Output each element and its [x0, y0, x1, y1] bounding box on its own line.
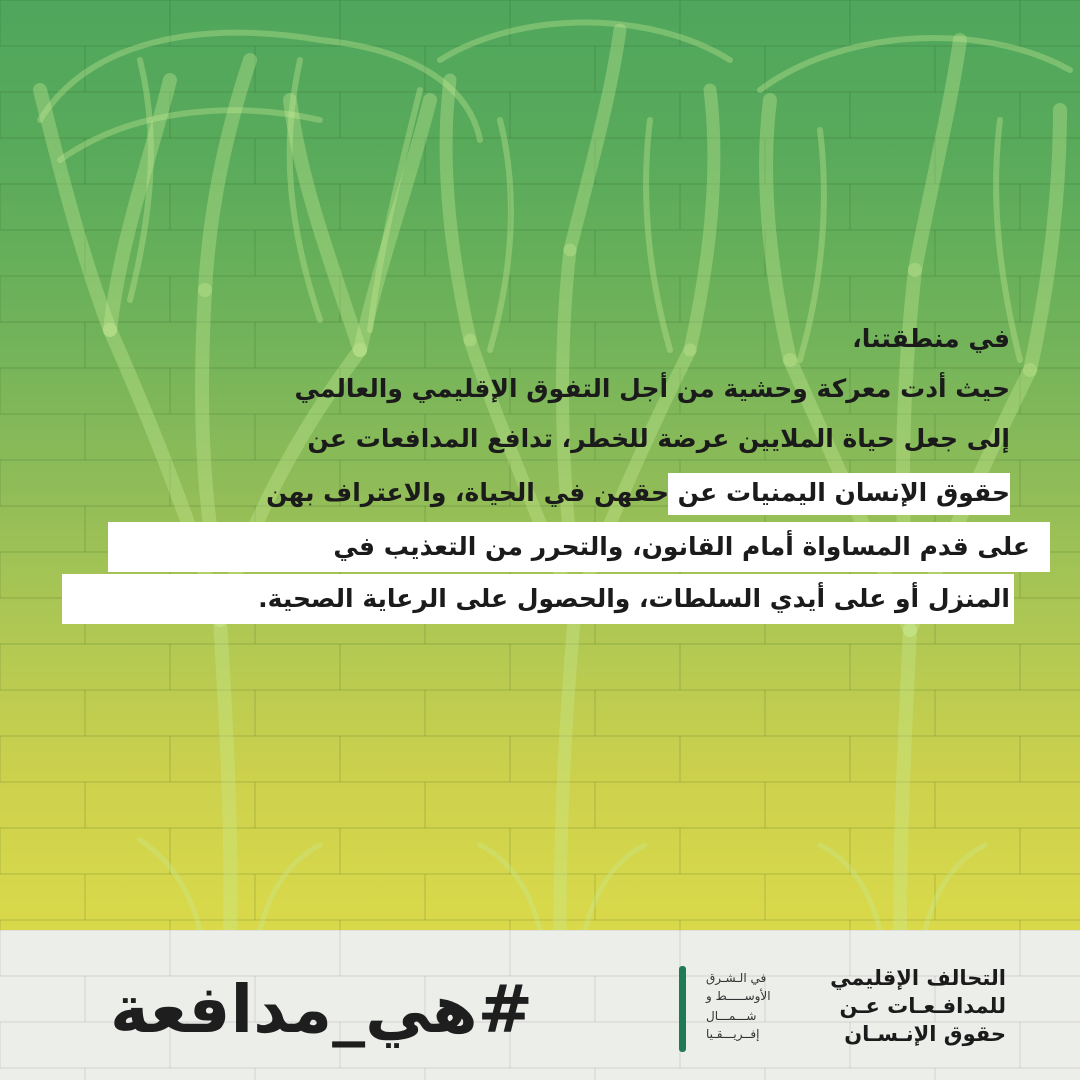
campaign-hashtag: #هي_مدافعة: [110, 971, 533, 1048]
logo-divider: [679, 966, 686, 1052]
logo-title: التحالف الإقليمي: [830, 966, 1006, 990]
footer-bar: [0, 930, 1080, 1080]
paragraph-line: إلى جعل حياة الملايين عرضة للخطر، تدافع المدافعات عن: [307, 424, 1010, 453]
logo-region-text: إفــريـــقـيا: [706, 1027, 760, 1041]
logo-region-text: الأوســـــط و: [706, 989, 771, 1003]
paragraph-line: على قدم المساواة أمام القانون، والتحرر من التعذيب في: [333, 532, 1030, 561]
logo-row: [706, 1020, 1006, 1048]
paragraph-line: [266, 470, 1010, 516]
paragraph-line: المنزل أو على أيدي السلطات، والحصول على الرعاية الصحية.: [258, 584, 1010, 613]
logo-region-text: شـــمـــال: [706, 1009, 757, 1023]
logo-title: حقوق الإنـسـان: [844, 1022, 1006, 1046]
paragraph-line-highlight: عن حقهن في الحياة، والاعتراف بهن: [266, 478, 718, 507]
logo-region-text: في الـشـرق: [706, 971, 767, 985]
coalition-logo: [706, 964, 1006, 1054]
paragraph-line: حيث أدت معركة وحشية من أجل التفوق الإقليمي والعالمي: [294, 374, 1010, 403]
paragraph-line: في منطقتنا،: [852, 324, 1010, 353]
paragraph-line-plain: حقوق الإنسان اليمنيات: [725, 478, 1010, 507]
logo-row: [706, 989, 1006, 1023]
logo-title: للمدافـعـات عـن: [839, 994, 1006, 1018]
